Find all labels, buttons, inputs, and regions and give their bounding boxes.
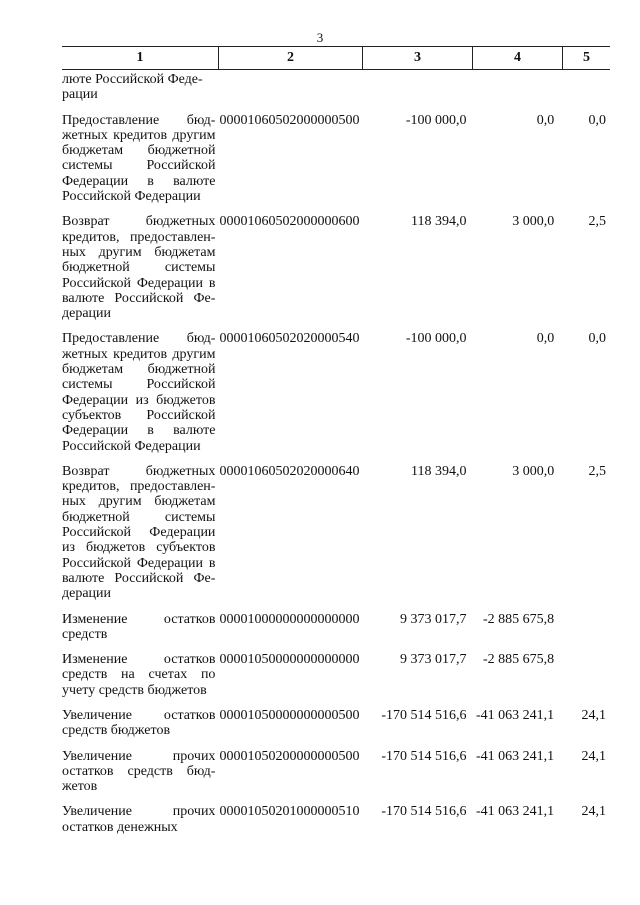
row-value-5 — [554, 72, 610, 103]
row-name: Предоставление бюд-жетных кредитов другим бюджетам бюджетной системы Российской Федерации из бюджетов субъектов Российской Федерации в валюте Российской Федерации — [62, 331, 216, 454]
row-value-5 — [554, 652, 610, 698]
row-value-4: -2 885 675,8 — [483, 611, 555, 627]
row-value-5: 0,0 — [588, 331, 606, 347]
row-value-3: 9 373 017,7 — [400, 611, 467, 627]
row-code: 00001050200000000500 — [219, 748, 360, 764]
header-col-3: 3 — [362, 47, 472, 69]
row-value-4 — [467, 72, 555, 103]
row-value-3 — [363, 72, 467, 103]
header-col-1: 1 — [136, 50, 144, 65]
row-value-4: 0,0 — [536, 331, 555, 347]
row-name: люте Российской Феде-рации — [62, 72, 203, 103]
row-code: 00001000000000000000 — [219, 611, 360, 627]
row-code: 00001050000000000500 — [219, 707, 360, 723]
row-value-5: 24,1 — [581, 804, 606, 820]
row-value-3: -170 514 516,6 — [381, 707, 467, 723]
page-number: 3 — [316, 30, 324, 45]
row-name: Изменение остатков средств — [62, 611, 216, 642]
row-value-5: 24,1 — [581, 707, 606, 723]
table-row — [62, 464, 610, 602]
row-value-4: -41 063 241,1 — [476, 707, 555, 723]
row-value-4: -41 063 241,1 — [476, 748, 555, 764]
row-value-4: -2 885 675,8 — [483, 652, 555, 668]
table-row — [62, 214, 610, 321]
row-value-5: 2,5 — [588, 214, 606, 230]
row-value-4: 3 000,0 — [512, 214, 555, 230]
row-name: Возврат бюджетных кредитов, предоставлен-ных другим бюджетам бюджетной системы Российской Федерации из бюджетов субъектов Российской Федерации в валюте Российской Фе-дерации — [62, 463, 216, 602]
table-row — [62, 612, 610, 643]
table-header — [62, 46, 610, 70]
row-value-4: 0,0 — [536, 112, 555, 128]
row-code — [217, 72, 362, 103]
header-col-2: 2 — [218, 47, 362, 69]
row-code: 00001060502000000500 — [219, 112, 360, 128]
row-value-3: -170 514 516,6 — [381, 748, 467, 764]
row-code: 00001050201000000510 — [219, 804, 360, 820]
row-code: 00001050000000000000 — [219, 652, 360, 668]
row-name: Увеличение остатков средств бюджетов — [62, 707, 216, 739]
row-code: 00001060502020000540 — [219, 331, 360, 347]
row-value-4: 3 000,0 — [512, 463, 555, 479]
row-value-3: -100 000,0 — [405, 331, 467, 347]
table-row — [62, 113, 610, 205]
table-row — [62, 749, 610, 795]
table-row — [62, 708, 610, 739]
row-value-3: -100 000,0 — [405, 112, 467, 128]
table-row — [62, 804, 610, 835]
row-value-4: -41 063 241,1 — [476, 804, 555, 820]
header-col-4: 4 — [472, 47, 562, 69]
row-code: 00001060502000000600 — [219, 214, 360, 230]
row-value-3: 118 394,0 — [411, 214, 467, 230]
table-body — [62, 72, 610, 845]
row-name: Изменение остатков средств на счетах по учету средств бюджетов — [62, 652, 216, 698]
table-row — [62, 331, 610, 453]
row-name: Увеличение прочих остатков средств бюд-жетов — [62, 748, 216, 795]
row-name: Увеличение прочих остатков денежных — [62, 804, 216, 835]
header-col-5: 5 — [562, 47, 610, 69]
row-value-5: 0,0 — [588, 112, 606, 128]
row-value-5 — [554, 612, 610, 643]
row-value-3: 118 394,0 — [411, 463, 467, 479]
row-code: 00001060502020000640 — [219, 463, 360, 479]
row-name: Возврат бюджетных кредитов, предоставлен-ных другим бюджетам бюджетной системы Российской Федерации в валюте Российской Фе-дерации — [62, 214, 216, 322]
row-value-3: 9 373 017,7 — [400, 652, 467, 668]
row-value-5: 24,1 — [581, 748, 606, 764]
table-row — [62, 652, 610, 698]
row-value-5: 2,5 — [588, 463, 606, 479]
table-row — [62, 72, 610, 103]
row-name: Предоставление бюд-жетных кредитов другим бюджетам бюджетной системы Российской Федерации в валюте Российской Федерации — [62, 112, 216, 205]
row-value-3: -170 514 516,6 — [381, 804, 467, 820]
